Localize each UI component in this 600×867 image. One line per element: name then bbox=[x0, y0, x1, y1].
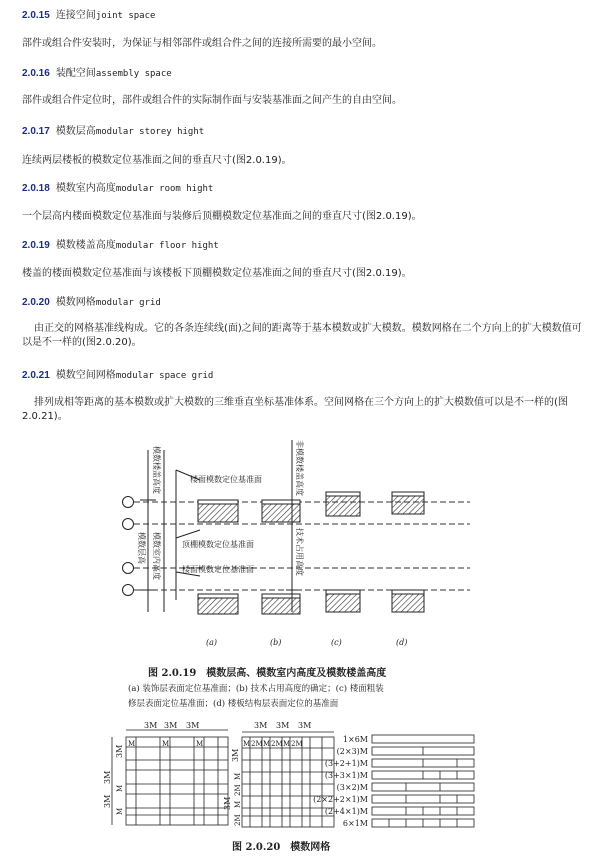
grid-left-side-sub-1: M bbox=[116, 784, 124, 792]
label-floor-top: 楼面模数定位基准面 bbox=[190, 475, 262, 484]
label-room-height: 模数室内高度 bbox=[152, 532, 161, 580]
grid-mid-side-sub-1: M bbox=[234, 772, 242, 780]
figure-2-0-20-caption: 图 2.0.20 模数网格 bbox=[232, 842, 331, 853]
grid-mid-top-sub-1: M bbox=[243, 740, 251, 748]
term-zh: 模数层高 bbox=[55, 126, 96, 137]
definition-2-0-17: 连续两层楼板的模数定位基准面之间的垂直尺寸(图2.0.19)。 bbox=[22, 155, 292, 166]
sub-label-a: (a) bbox=[206, 638, 218, 647]
sub-label-b: (b) bbox=[270, 638, 282, 647]
grid-left-top-sub-3: M bbox=[196, 740, 204, 748]
bar-label-8: 6×1M bbox=[342, 819, 368, 828]
term-number: 2.0.16 bbox=[22, 68, 50, 79]
grid-left-side-2: 3M bbox=[103, 770, 112, 784]
term-number: 2.0.19 bbox=[22, 240, 50, 251]
figure-2-0-19-caption: 图 2.0.19 模数层高、模数室内高度及模数楼盖高度 bbox=[148, 668, 387, 679]
bar-label-4: (3+3×1)M bbox=[324, 771, 368, 780]
label-tech-height: 技术占用高度 bbox=[295, 528, 304, 576]
slab-blocks-bottom bbox=[198, 590, 424, 614]
grid-mid-top-2: 3M bbox=[276, 721, 290, 730]
term-zh: 模数空间网格 bbox=[55, 370, 116, 381]
term-en: modular storey hight bbox=[95, 127, 205, 137]
grid-left-side-1: 3M bbox=[115, 744, 124, 758]
term-zh: 装配空间 bbox=[55, 68, 96, 79]
figure-2-0-19-note-2: 修层表面定位基准面；(d) 楼板结构层表面定位的基准面 bbox=[128, 699, 339, 709]
grid-left-top-3: 3M bbox=[186, 721, 200, 730]
term-number: 2.0.21 bbox=[22, 370, 50, 381]
grid-left-top-2: 3M bbox=[164, 721, 178, 730]
bar-label-1: 1×6M bbox=[342, 735, 368, 744]
term-zh: 模数楼盖高度 bbox=[55, 240, 116, 251]
grid-left-top-sub-2: M bbox=[162, 740, 170, 748]
term-en: joint space bbox=[95, 11, 156, 21]
grid-mid-top-sub-5: M bbox=[283, 740, 291, 748]
slab-blocks-top bbox=[198, 492, 424, 522]
label-ceiling: 顶棚模数定位基准面 bbox=[182, 540, 254, 549]
term-en: modular grid bbox=[95, 298, 161, 308]
label-floor-bottom: 楼面模数定位基准面 bbox=[182, 565, 254, 574]
definition-2-0-15: 部件或组合件安装时，为保证与相邻部件或组合件之间的连接所需要的最小空间。 bbox=[22, 38, 382, 49]
grid-mid-side-sub-4: 2M bbox=[234, 814, 242, 826]
label-floor-height-right: 非模数楼盖高度 bbox=[295, 440, 304, 496]
bar-label-2: (2×3)M bbox=[336, 747, 368, 756]
reference-lines bbox=[134, 502, 470, 590]
definition-2-0-19: 楼盖的楼面模数定位基准面与该楼板下顶棚模数定位基准面之间的垂直尺寸(图2.0.19)。 bbox=[22, 268, 412, 279]
definition-2-0-18: 一个层高内楼面模数定位基准面与装修后顶棚模数定位基准面之间的垂直尺寸(图2.0.19)。 bbox=[22, 211, 422, 222]
term-zh: 模数网格 bbox=[55, 297, 96, 308]
modular-grid-left bbox=[112, 730, 228, 825]
grid-mid-side-sub-3: M bbox=[234, 800, 242, 808]
grid-mid-side-sub-2: 2M bbox=[234, 784, 242, 796]
term-2-0-18 bbox=[22, 183, 213, 195]
term-2-0-21 bbox=[22, 370, 213, 382]
term-number: 2.0.17 bbox=[22, 126, 50, 137]
term-en: modular floor hight bbox=[115, 241, 219, 251]
grid-mid-top-1: 3M bbox=[254, 721, 268, 730]
term-2-0-16 bbox=[22, 68, 172, 80]
bar-label-7: (2+4×1)M bbox=[324, 807, 368, 816]
axis-markers bbox=[123, 497, 134, 596]
term-2-0-15 bbox=[22, 10, 155, 22]
term-en: modular space grid bbox=[115, 371, 214, 381]
grid-left-side-sub-2: M bbox=[116, 807, 124, 815]
dimension-lines bbox=[140, 440, 298, 612]
label-storey: 模数层高 bbox=[137, 532, 146, 564]
grid-mid-top-sub-2: 2M bbox=[251, 740, 263, 748]
grid-mid-top-3: 3M bbox=[298, 721, 312, 730]
term-2-0-20 bbox=[22, 297, 161, 309]
modular-bars-right bbox=[372, 735, 474, 827]
grid-mid-side-1: 3M bbox=[231, 748, 240, 762]
grid-mid-top-sub-3: M bbox=[263, 740, 271, 748]
term-number: 2.0.15 bbox=[22, 10, 50, 21]
bar-label-3: (3+2+1)M bbox=[324, 759, 368, 768]
grid-left-top-1: 3M bbox=[144, 721, 158, 730]
label-floor-height: 模数楼盖高度 bbox=[152, 446, 161, 494]
term-en: modular room hight bbox=[115, 184, 214, 194]
term-zh: 模数室内高度 bbox=[55, 183, 116, 194]
definition-2-0-16: 部件或组合件定位时，部件或组合件的实际制作面与安装基准面之间产生的自由空间。 bbox=[22, 95, 402, 106]
grid-mid-top-sub-6: 2M bbox=[291, 740, 303, 748]
term-zh: 连接空间 bbox=[55, 10, 96, 21]
term-number: 2.0.18 bbox=[22, 183, 50, 194]
term-number: 2.0.20 bbox=[22, 297, 50, 308]
bar-label-6: (2×2+2×1)M bbox=[313, 795, 368, 804]
sub-label-c: (c) bbox=[331, 638, 342, 647]
grid-mid-top-sub-4: 2M bbox=[271, 740, 283, 748]
sub-label-d: (d) bbox=[396, 638, 408, 647]
term-2-0-19 bbox=[22, 240, 219, 252]
grid-left-top-sub-1: M bbox=[128, 740, 136, 748]
modular-grid-middle bbox=[242, 732, 334, 827]
grid-mid-side-2: 3M bbox=[223, 796, 232, 810]
grid-left-side-3: 3M bbox=[103, 794, 112, 808]
term-2-0-17 bbox=[22, 126, 204, 138]
definition-2-0-20: 由正交的网格基准线构成。它的各条连续线(面)之间的距离等于基本模数或扩大模数。模数网格在二个方向上的扩大模数值可以是不一样的(图2.0.20)。 bbox=[22, 323, 582, 348]
figure-2-0-19-note-1: (a) 装饰层表面定位基准面；(b) 技术占用高度的确定；(c) 楼面粗装 bbox=[128, 684, 384, 694]
term-en: assembly space bbox=[95, 69, 172, 79]
bar-label-5: (3×2)M bbox=[336, 783, 368, 792]
definition-2-0-21: 排列成相等距离的基本模数或扩大模数的三维垂直坐标基准体系。空间网格在三个方向上的扩大模数值可以是不一样的(图2.0.21)。 bbox=[22, 397, 568, 422]
